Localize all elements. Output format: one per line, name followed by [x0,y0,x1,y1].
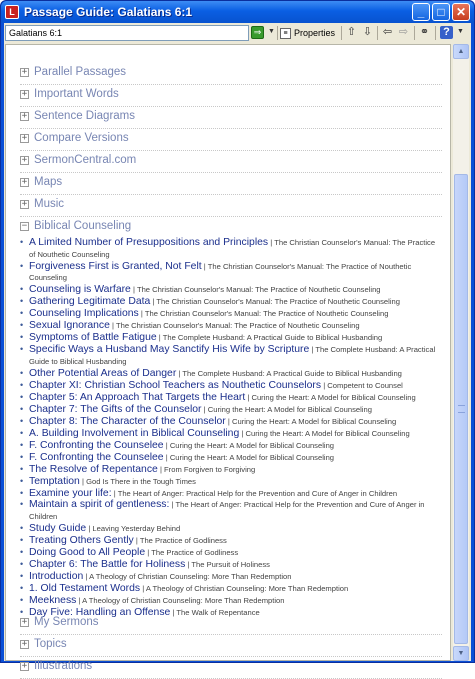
list-item [20,488,438,500]
article-link[interactable]: Specific Ways a Husband May Sanctify His Wife by Scripture [29,344,310,356]
section-illustrations[interactable] [20,657,442,679]
bullet-icon: • [20,451,24,462]
list-item [20,571,438,583]
section-title: Biblical Counseling [34,220,132,232]
article-link[interactable]: 1. Old Testament Words [29,582,141,594]
bullet-icon: • [20,535,24,546]
separator: | [85,572,88,581]
article-link[interactable]: Counseling is Warfare [29,284,131,296]
list-item [20,476,438,488]
bullet-icon: • [20,415,24,426]
list-item [20,499,438,522]
separator: | [81,476,84,486]
separator: | [135,536,138,546]
article-link[interactable]: A Limited Number of Presuppositions and Principles [29,237,269,248]
list-item [20,583,438,595]
toolbar-separator [377,26,378,40]
collapse-icon[interactable]: − [21,220,28,231]
bullet-icon: • [20,463,24,474]
bullet-icon: • [20,320,24,331]
section-music[interactable] [20,195,442,217]
bullet-icon: • [20,403,24,414]
source-link[interactable]: The Complete Husband: A Practical Guide to Biblical Husbanding [182,368,402,378]
expand-icon[interactable]: + [21,660,28,671]
reference-input[interactable]: Galatians 6:1 [5,25,249,41]
properties-label: Properties [294,28,336,38]
source-link[interactable]: The Practice of Godliness [139,536,227,546]
source-link[interactable]: A Theology of Christian Counseling: More Than Redemption [145,583,349,593]
separator: | [311,345,314,355]
vertical-scrollbar[interactable] [453,44,469,661]
separator: | [323,380,326,390]
properties-icon: ≡ [280,28,291,39]
bullet-icon: • [20,487,24,498]
bullet-icon: • [20,367,24,378]
section-sentence-diagrams[interactable] [20,107,442,129]
source-link[interactable]: The Christian Counselor's Manual: The Practice of Nouthetic Counseling [115,321,360,331]
properties-button[interactable] [280,25,335,41]
window-title: Passage Guide: Galatians 6:1 [24,5,193,19]
separator: | [132,285,135,295]
help-icon[interactable]: ? [440,26,453,39]
separator: | [165,452,168,462]
counseling-article-list [20,237,438,619]
bullet-icon: • [20,571,24,581]
source-link[interactable]: Curing the Heart: A Model for Biblical Counseling [232,416,397,426]
source-link[interactable]: The Christian Counselor's Manual: The Practice of Nouthetic Counseling [29,261,412,283]
source-link[interactable]: Curing the Heart: A Model for Biblical Counseling [169,440,335,450]
article-link[interactable]: Doing Good to All People [29,547,146,559]
separator: | [142,583,145,593]
section-title: Music [34,198,65,210]
section-parallel-passages[interactable] [20,63,442,85]
expand-icon[interactable]: + [21,176,28,187]
separator: | [112,321,114,331]
source-link[interactable]: Curing the Heart: A Model for Biblical Counseling [169,452,335,462]
article-link[interactable]: Forgiveness First is Granted, Not Felt [29,260,202,272]
bullet-icon: • [20,391,24,402]
separator: | [241,428,244,438]
separator: | [270,238,273,247]
article-link[interactable]: Sexual Ignorance [29,320,110,332]
separator: | [159,464,162,474]
separator: | [78,595,81,605]
source-link[interactable]: The Christian Counselor's Manual: The Practice of Nouthetic Counseling [156,297,400,307]
toolbar-separator [414,26,415,40]
list-item [20,595,438,607]
source-link[interactable]: The Christian Counselor's Manual: The Practice of Nouthetic Counseling [144,309,389,319]
article-link[interactable]: Treating Others Gently [29,535,134,547]
section-title: Illustrations [34,660,93,672]
source-link[interactable]: A Theology of Christian Counseling: More Than Redemption [82,595,285,605]
separator: | [187,560,190,570]
source-link[interactable]: Leaving Yesterday Behind [92,524,181,534]
list-item [20,296,438,308]
expand-icon[interactable]: + [21,66,28,77]
expand-icon[interactable]: + [21,638,28,649]
list-item [20,416,438,428]
up-arrow-icon[interactable]: ⇧ [346,26,357,38]
separator: | [227,416,230,426]
list-item [20,547,438,559]
source-link[interactable]: The Pursuit of Holiness [191,560,270,570]
article-link[interactable]: Maintain a spirit of gentleness: [29,499,170,511]
close-button[interactable]: ✕ [452,3,470,21]
separator: | [147,548,150,558]
source-link[interactable]: Competent to Counsel [327,380,403,390]
toolbar-separator [435,26,436,40]
list-item [20,344,438,367]
expand-icon[interactable]: + [21,198,28,209]
separator: | [172,607,175,617]
source-link[interactable]: The Christian Counselor's Manual: The Practice of Nouthetic Counseling [29,238,436,259]
section-biblical-counseling[interactable] [20,217,442,239]
article-link[interactable]: Chapter 8: The Character of the Counselor [29,415,226,427]
list-item [20,452,438,464]
link-icon[interactable]: ⚭ [419,26,430,38]
list-item [20,320,438,332]
article-link[interactable]: Counseling Implications [29,308,139,320]
source-link[interactable]: The Complete Husband: A Practical Guide to Biblical Husbanding [162,333,383,343]
separator: | [88,524,91,534]
toolbar [4,23,471,43]
section-title: My Sermons [34,616,99,628]
list-item [20,523,438,535]
separator: | [247,392,250,402]
section-sermoncentral-com[interactable] [20,151,442,173]
article-link[interactable]: F. Confronting the Counselee [29,451,164,463]
article-link[interactable]: A. Building Involvement in Biblical Counseling [29,427,240,439]
window-client-area [4,23,471,672]
bullet-icon: • [20,475,24,486]
separator: | [171,500,174,510]
section-title: Compare Versions [34,132,129,144]
expand-icon[interactable]: + [21,154,28,165]
source-link[interactable]: The Walk of Repentance [176,607,260,617]
list-item [20,237,438,260]
section-title: Parallel Passages [34,66,127,78]
bullet-icon: • [20,427,24,438]
article-link[interactable]: Meekness [29,594,77,606]
article-link[interactable]: Chapter 7: The Gifts of the Counselor [29,403,202,415]
source-link[interactable]: Curing the Heart: A Model for Biblical Counseling [245,428,410,438]
list-item [20,392,438,404]
expand-icon[interactable]: + [21,132,28,143]
list-item [20,535,438,547]
bullet-icon: • [20,332,24,343]
help-dropdown-icon[interactable]: ▼ [457,28,464,35]
separator: | [203,404,206,414]
list-item [20,380,438,392]
section-title: Maps [34,176,63,188]
article-link[interactable]: Other Potential Areas of Danger [29,367,177,379]
scroll-down-icon[interactable]: ▼ [453,646,469,661]
go-dropdown-icon[interactable]: ▼ [268,28,275,35]
bullet-icon: • [20,582,24,593]
list-item [20,559,438,571]
bullet-icon: • [20,344,24,355]
expand-icon[interactable]: + [21,616,28,627]
bullet-icon: • [20,499,24,510]
separator: | [203,261,206,271]
article-link[interactable]: Gathering Legitimate Data [29,296,151,308]
section-maps[interactable] [20,173,442,195]
list-item [20,332,438,344]
list-item [20,464,438,476]
source-link[interactable]: The Heart of Anger: Practical Help for the Prevention and Cure of Anger in Children [29,500,425,522]
list-item [20,404,438,416]
source-link[interactable]: The Practice of Godliness [151,548,239,558]
bullet-icon: • [20,547,24,558]
article-link[interactable]: Day Five: Handling an Offense [29,606,171,618]
section-title: Topics [34,638,67,650]
source-link[interactable]: From Forgiven to Forgiving [164,464,256,474]
maximize-button[interactable]: □ [432,3,450,21]
separator: | [158,333,161,343]
bullet-icon: • [20,260,24,271]
bullet-icon: • [20,237,24,247]
title-bar[interactable] [1,1,474,23]
minimize-button[interactable]: _ [412,3,430,21]
separator: | [113,488,116,498]
app-icon: L [5,5,19,19]
article-link[interactable]: F. Confronting the Counselee [29,439,164,451]
bullet-icon: • [20,606,24,617]
separator: | [140,309,143,319]
source-link[interactable]: The Christian Counselor's Manual: The Practice of Nouthetic Counseling [136,285,381,295]
section-title: Important Words [34,88,119,100]
source-link[interactable]: Curing the Heart: A Model for Biblical Counseling [207,404,372,414]
section-topics[interactable] [20,635,442,657]
source-link[interactable]: Curing the Heart: A Model for Biblical Counseling [251,392,416,402]
separator: | [152,297,155,307]
go-button[interactable]: ⇒ [251,26,264,39]
section-compare-versions[interactable] [20,129,442,151]
separator: | [178,368,181,378]
article-link[interactable]: Introduction [29,571,84,582]
bullet-icon: • [20,284,24,295]
bullet-icon: • [20,296,24,307]
article-link[interactable]: Chapter 6: The Battle for Holiness [29,559,186,571]
article-link[interactable]: Chapter 5: An Approach That Targets the Heart [29,391,246,403]
article-link[interactable]: Examine your life: [29,487,112,499]
article-link[interactable]: Temptation [29,475,80,487]
bullet-icon: • [20,439,24,450]
article-link[interactable]: Symptoms of Battle Fatigue [29,332,157,344]
list-item [20,308,438,320]
separator: | [165,440,168,450]
scroll-up-icon[interactable]: ▲ [453,44,469,59]
toolbar-separator [277,26,278,40]
list-item [20,368,438,380]
back-arrow-icon[interactable]: ⇦ [382,26,393,38]
article-link[interactable]: The Resolve of Repentance [29,463,158,475]
article-link[interactable]: Chapter XI: Christian School Teachers as Nouthetic Counselors [29,379,322,391]
article-link[interactable]: Study Guide [29,523,87,535]
source-link[interactable]: God Is There in the Tough Times [86,476,196,486]
list-item [20,428,438,440]
list-item [20,284,438,296]
bullet-icon: • [20,379,24,390]
source-link[interactable]: The Complete Husband: A Practical Guide to Biblical Husbanding [29,345,436,366]
section-my-sermons[interactable] [20,613,442,635]
down-arrow-icon[interactable]: ⇩ [362,26,373,38]
expand-icon[interactable]: + [21,110,28,121]
bullet-icon: • [20,594,24,605]
list-item [20,261,438,284]
section-title: Sentence Diagrams [34,110,135,122]
toolbar-separator [341,26,342,40]
bullet-icon: • [20,523,24,534]
source-link[interactable]: A Theology of Christian Counseling: More Than Redemption [89,572,292,581]
scrollbar-thumb[interactable] [454,174,468,644]
list-item [20,440,438,452]
forward-arrow-icon[interactable]: ⇨ [398,26,409,38]
section-title: SermonCentral.com [34,154,137,166]
source-link[interactable]: The Heart of Anger: Practical Help for the Prevention and Cure of Anger in Children [117,488,398,498]
expand-icon[interactable]: + [21,88,28,99]
guide-content [5,44,451,672]
bullet-icon: • [20,559,24,570]
section-important-words[interactable] [20,85,442,107]
bullet-icon: • [20,308,24,319]
